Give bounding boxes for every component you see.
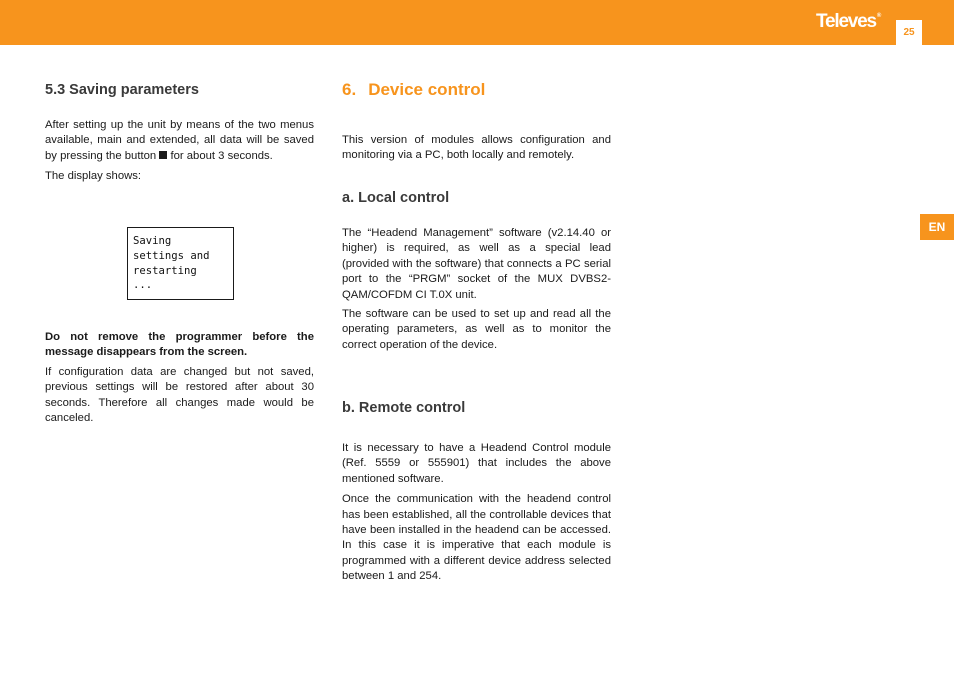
heading-number: 6.: [342, 80, 357, 99]
saving-text-after: for about 3 seconds.: [170, 149, 273, 162]
display-line: Saving: [133, 235, 172, 247]
header-bar: [0, 0, 954, 45]
saving-paragraph: [45, 118, 314, 185]
right-heading-block: [342, 80, 611, 100]
remote-control-block: [342, 400, 611, 416]
page-number: 25: [896, 20, 922, 45]
restore-note: If configuration data are changed but not saved, previous settings will be restored after about 30 seconds. Therefore all changes made would be canceled.: [45, 365, 314, 425]
section-heading-device-control: [342, 80, 611, 100]
remote-control-text: [342, 441, 611, 585]
intro-text: This version of modules allows configuration and monitoring via a PC, both locally and remotely.: [342, 134, 611, 162]
left-heading-block: [45, 82, 314, 98]
section-heading-saving-parameters: 5.3 Saving parameters: [45, 82, 199, 98]
intro-block: [342, 133, 611, 164]
televes-logo: [816, 11, 881, 33]
remote-para-1: It is necessary to have a Headend Control module (Ref. 5559 or 555901) that includes the above mentioned software.: [342, 442, 611, 485]
warning-text: Do not remove the programmer before the message disappears from the screen.: [45, 331, 314, 359]
saving-text-before: After setting up the unit by means of the two menus available, main and extended, all data will be saved by pressing the button: [45, 119, 314, 162]
local-para-2: The software can be used to set up and read all the operating parameters, as well as to monitor the correct operation of the device.: [342, 308, 611, 351]
local-control-text: [342, 226, 611, 353]
stop-square-icon: [159, 151, 167, 159]
heading-text: Device control: [368, 80, 486, 99]
registered-mark: ®: [876, 13, 882, 19]
remote-para-2: Once the communication with the headend control has been established, all the controllable devices that have been installed in the headend can be accessed. In this case it is imperative that each module is programmed with a different device address selected between 1 and 254.: [342, 493, 611, 583]
logo-text: Televes: [816, 11, 876, 32]
display-line: restarting: [133, 264, 197, 277]
display-shows-text: The display shows:: [45, 170, 142, 183]
warning-block: [45, 330, 314, 426]
local-control-heading: a. Local control: [342, 190, 450, 206]
local-para-1: The “Headend Management” software (v2.14.40 or higher) is required, as well as a special lead (provided with the software) that connects a PC serial port to the “PRGM” socket of the MUX DVBS2-QAM/COFDM CI T.0X unit.: [342, 227, 611, 301]
display-line: ...: [133, 279, 153, 292]
local-control-block: [342, 190, 611, 206]
remote-control-heading: b. Remote control: [342, 400, 466, 416]
saving-instructions: [45, 118, 314, 164]
lcd-display-box: [127, 227, 234, 300]
language-tab: EN: [920, 214, 954, 240]
display-line: settings and: [133, 249, 210, 262]
